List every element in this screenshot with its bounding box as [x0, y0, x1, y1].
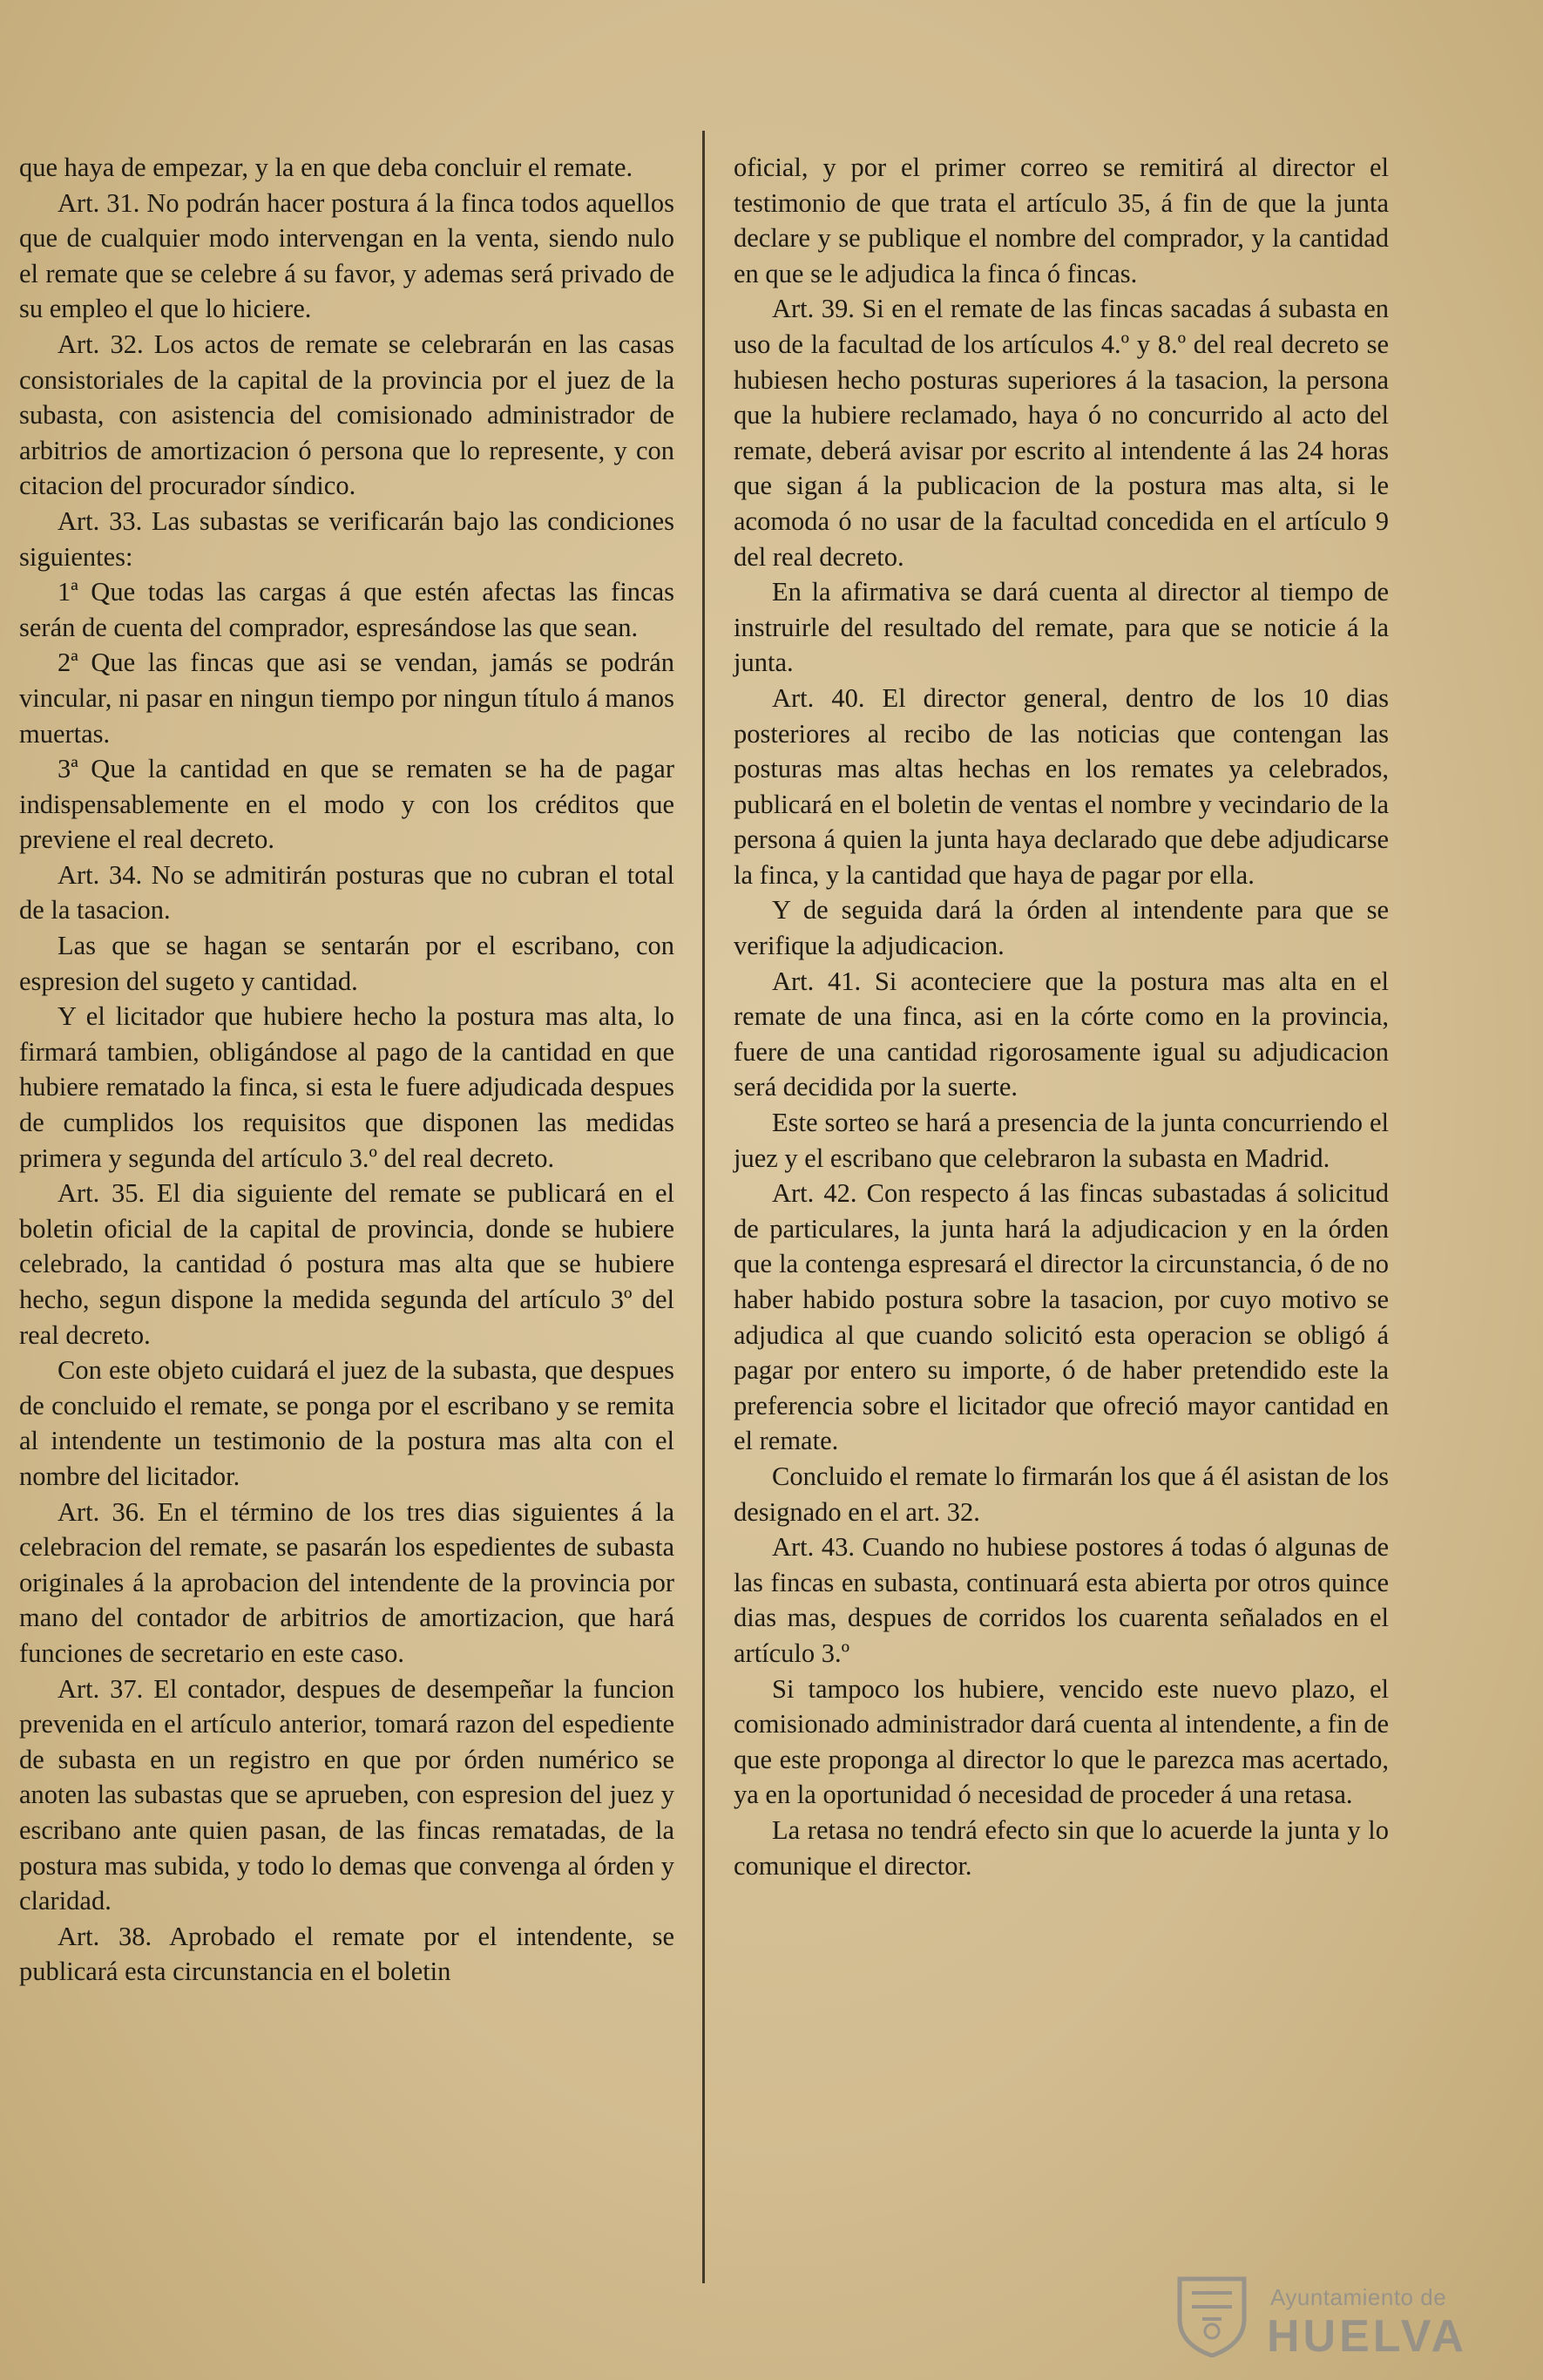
paragraph: Art. 38. Aprobado el remate por el intendente, se publicará esta circunstancia en el boletin	[19, 1921, 674, 1987]
watermark-line1: Ayuntamiento de	[1270, 2284, 1447, 2310]
paragraph: 1ª Que todas las cargas á que estén afectas las fincas serán de cuenta del comprador, espresándose las que sean.	[19, 577, 674, 642]
column-divider	[702, 131, 705, 2283]
paragraph: Art. 43. Cuando no hubiese postores á todas ó algunas de las fincas en subasta, continuará esta abierta por otros quince dias mas, despues de corridos los cuarenta señalados en el artículo 3.º	[734, 1532, 1389, 1668]
paragraph: Este sorteo se hará a presencia de la junta concurriendo el juez y el escribano que celebraron la subasta en Madrid.	[734, 1108, 1389, 1173]
city-shield-icon	[1176, 2274, 1248, 2357]
paragraph: 2ª Que las fincas que asi se vendan, jamás se podrán vincular, ni pasar en ningun tiempo por ningun título á manos muertas.	[19, 648, 674, 749]
paragraph: Concluido el remate lo firmarán los que á él asistan de los designado en el art. 32.	[734, 1461, 1389, 1527]
paragraph: Art. 39. Si en el remate de las fincas sacadas á subasta en uso de la facultad de los artículos 4.º y 8.º del real decreto se hubiesen hecho posturas superiores á la tasacion, la persona que la hubiere reclamado, haya ó no concurrido al acto del remate, deberá avisar por escrito al intendente á las 24 horas que sigan á la publicacion de la postura mas alta, si le acomoda ó no usar de la facultad concedida en el artículo 9 del real decreto.	[734, 294, 1389, 572]
paragraph: Art. 35. El dia siguiente del remate se publicará en el boletin oficial de la capital de provincia, donde se hubiere celebrado, la cantidad ó postura mas alta que se hubiere hecho, segun dispone la medida segunda del artículo 3º del real decreto.	[19, 1178, 674, 1350]
paragraph: Art. 40. El director general, dentro de los 10 dias posteriores al recibo de las noticias que contengan las posturas mas altas hechas en los remates ya celebrados, publicará en el boletin de ventas el nombre y vecindario de la persona á quien la junta haya declarado que debe adjudicarse la finca, y la cantidad que haya de pagar por ella.	[734, 682, 1389, 890]
paragraph: 3ª Que la cantidad en que se rematen se ha de pagar indispensablemente en el modo y con los créditos que previene el real decreto.	[19, 754, 674, 855]
paragraph: Art. 33. Las subastas se verificarán bajo las condiciones siguientes:	[19, 505, 674, 572]
paragraph: Art. 42. Con respecto á las fincas subastadas á solicitud de particulares, la junta hará la adjudicacion y en la órden que la contenga espresará el director la circunstancia, ó de no haber habido postura sobre la tasacion, por cuyo motivo se adjudica al que cuando solicitó esta operacion se obligó á pagar por entero su importe, ó de haber pretendido este la preferencia sobre el licitador que ofreció mayor cantidad en el remate.	[734, 1178, 1389, 1456]
archive-watermark	[1176, 2270, 1525, 2366]
right-column	[734, 150, 1389, 1883]
paragraph: oficial, y por el primer correo se remitirá al director el testimonio de que trata el artículo 35, á fin de que la junta declare y se publique el nombre del comprador, y la cantidad en que se le adjudica la finca ó fincas.	[734, 153, 1389, 288]
paragraph: que haya de empezar, y la en que deba concluir el remate.	[19, 153, 633, 182]
paragraph: La retasa no tendrá efecto sin que lo acuerde la junta y lo comunique el director.	[734, 1814, 1389, 1881]
paragraph: Art. 32. Los actos de remate se celebrarán en las casas consistoriales de la capital de la provincia por el juez de la subasta, con asistencia del comisionado administrador de arbitrios de amortizacion ó persona que lo represente, y con citacion del procurador síndico.	[19, 329, 674, 501]
paragraph: Art. 41. Si aconteciere que la postura mas alta en el remate de una finca, asi en la córte como en la provincia, fuere de una cantidad rigorosamente igual su adjudicacion será decidida por la suerte.	[734, 966, 1389, 1102]
left-column	[19, 150, 674, 1990]
paragraph: Y el licitador que hubiere hecho la postura mas alta, lo firmará tambien, obligándose al pago de la cantidad en que hubiere rematado la finca, si esta le fuere adjudicada despues de cumplidos los requisitos que disponen las medidas primera y segunda del artículo 3.º del real decreto.	[19, 1001, 674, 1173]
paragraph: Art. 34. No se admitirán posturas que no cubran el total de la tasacion.	[19, 859, 674, 926]
paragraph: Art. 36. En el término de los tres dias siguientes á la celebracion del remate, se pasarán los espedientes de subasta originales á la aprobacion del intendente de la provincia por mano del contador de arbitrios de amortizacion, que hará funciones de secretario en este caso.	[19, 1496, 674, 1668]
paragraph: Art. 31. No podrán hacer postura á la finca todos aquellos que de cualquier modo intervengan en la venta, siendo nulo el remate que se celebre á su favor, y ademas será privado de su empleo el que lo hiciere.	[19, 187, 674, 324]
paragraph: Art. 37. El contador, despues de desempeñar la funcion prevenida en el artículo anterior, tomará razon del espediente de subasta en un registro en que por órden numérico se anoten las subastas que se aprueben, con espresion del juez y escribano ante quien pasan, de las fincas rematadas, de la postura mas subida, y todo lo demas que convenga al órden y claridad.	[19, 1673, 674, 1916]
paragraph: Con este objeto cuidará el juez de la subasta, que despues de concluido el remate, se ponga por el escribano y se remita al intendente un testimonio de la postura mas alta con el nombre del licitador.	[19, 1355, 674, 1491]
paragraph: Y de seguida dará la órden al intendente para que se verifique la adjudicacion.	[734, 895, 1389, 961]
paragraph: En la afirmativa se dará cuenta al director al tiempo de instruirle del resultado del remate, para que se noticie á la junta.	[734, 577, 1389, 678]
paragraph: Si tampoco los hubiere, vencido este nuevo plazo, el comisionado administrador dará cuenta al intendente, a fin de que este proponga al director lo que le parezca mas acertado, ya en la oportunidad ó necesidad de proceder á una retasa.	[734, 1673, 1389, 1810]
watermark-line2: HUELVA	[1267, 2311, 1468, 2362]
paragraph: Las que se hagan se sentarán por el escribano, con espresion del sugeto y cantidad.	[19, 931, 674, 996]
